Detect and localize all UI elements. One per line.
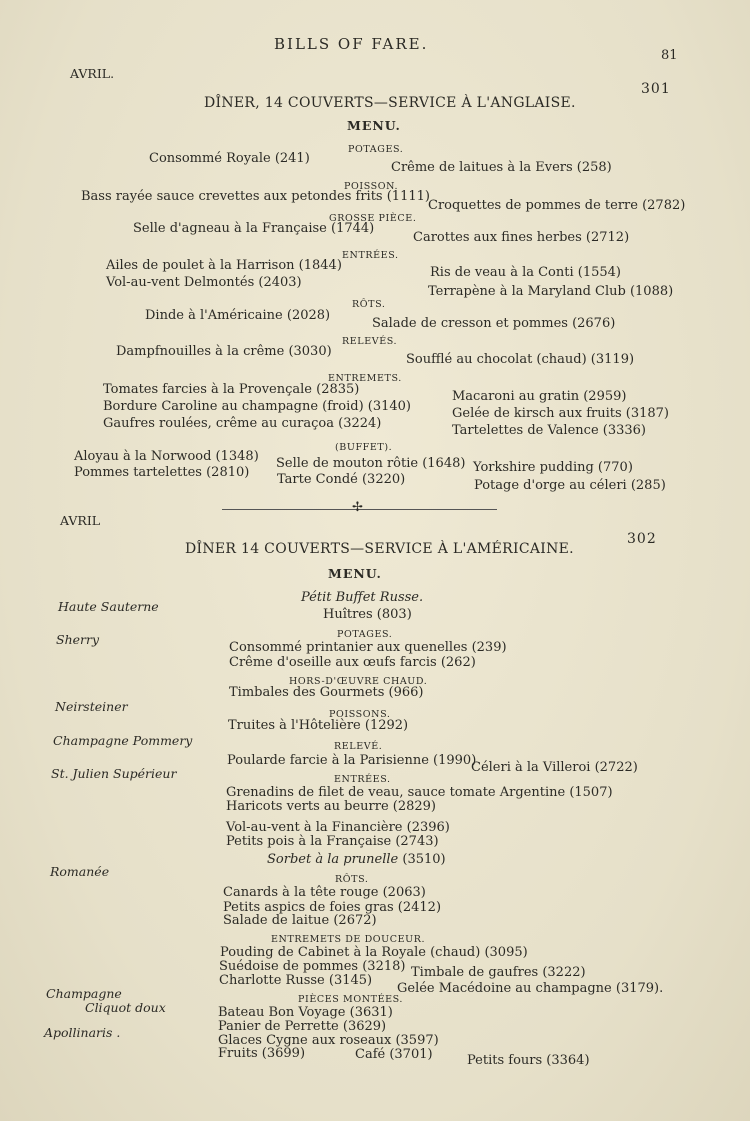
sorbet-number: (3510) [402,852,446,867]
dish: Céleri à la Villeroi (2722) [471,760,638,775]
dish: Timbale de gaufres (3222) [411,965,586,980]
wine: Cliquot doux [85,1000,166,1015]
dish: Croquettes de pommes de terre (2782) [428,198,686,213]
dish: Crême de laitues à la Evers (258) [391,160,612,175]
wine: Haute Sauterne [58,599,159,614]
dish: Terrapène à la Maryland Club (1088) [428,284,674,299]
dish: Truites à l'Hôtelière (1292) [228,718,409,733]
section-heading: POTAGES. [337,629,393,640]
dish: Dampfnouilles à la crême (3030) [116,344,332,359]
divider-ornament: ✢ [352,500,363,515]
section-heading: RELEVÉS. [342,336,398,347]
dish: Salade de laitue (2672) [223,913,377,928]
section-heading: PIÈCES MONTÉES. [298,994,404,1005]
dish: Consommé printanier aux quenelles (239) [229,640,507,655]
dish: Tarte Condé (3220) [277,472,406,487]
dish: Café (3701) [355,1047,433,1062]
dish: Macaroni au gratin (2959) [452,389,627,404]
dish: Yorkshire pudding (770) [473,460,633,475]
dish: Petits aspics de foies gras (2412) [223,900,442,915]
dish: Ailes de poulet à la Harrison (1844) [106,258,342,273]
section-heading: ENTREMETS DE DOUCEUR. [271,934,426,945]
dish: Potage d'orge au céleri (285) [474,478,666,493]
wine: Apollinaris . [44,1025,121,1040]
dish: Tartelettes de Valence (3336) [452,423,646,438]
dish: Pommes tartelettes (2810) [74,465,250,480]
menu-301-title: DÎNER, 14 COUVERTS—SERVICE À L'ANGLAISE. [204,95,576,111]
wine: Neirsteiner [55,699,128,714]
dish: Bass rayée sauce crevettes aux petondes frits (1111) [81,189,430,204]
running-head: BILLS OF FARE. [274,35,429,53]
dish: Bateau Bon Voyage (3631) [218,1005,393,1020]
wine: St. Julien Supérieur [51,766,177,781]
wine: Champagne [46,986,122,1001]
section-heading: POISSON. [344,181,399,192]
dish: Grenadins de filet de veau, sauce tomate Argentine (1507) [226,785,613,800]
dish: Bordure Caroline au champagne (froid) (3140) [103,399,411,414]
dish: Canards à la tête rouge (2063) [223,885,426,900]
dish: Gelée de kirsch aux fruits (3187) [452,406,670,421]
dish: Gaufres roulées, crême au curaçoa (3224) [103,416,382,431]
dish: Selle de mouton rôtie (1648) [276,456,466,471]
dish: Pouding de Cabinet à la Royale (chaud) (3095) [220,945,528,960]
menu-301-month: AVRIL. [70,66,115,81]
menu-302-title: DÎNER 14 COUVERTS—SERVICE À L'AMÉRICAINE. [185,541,574,557]
dish: Salade de cresson et pommes (2676) [372,316,616,331]
dish: Petits fours (3364) [467,1053,590,1068]
section-heading: RELEVÉ. [334,741,383,752]
sorbet-name: Sorbet à la prunelle [267,852,399,867]
dish: Aloyau à la Norwood (1348) [74,449,259,464]
dish: Tomates farcies à la Provençale (2835) [103,382,360,397]
dish: Selle d'agneau à la Française (1744) [133,221,375,236]
page-number: 81 [661,48,678,63]
section-heading: RÔTS. [352,299,386,310]
dish: Poularde farcie à la Parisienne (1990) [227,753,477,768]
dish: Vol-au-vent à la Financière (2396) [226,820,450,835]
dish: Ris de veau à la Conti (1554) [430,265,622,280]
dish: Haricots verts au beurre (2829) [226,799,436,814]
dish: Huîtres (803) [323,607,412,622]
dish: Charlotte Russe (3145) [219,973,373,988]
dish: Crême d'oseille aux œufs farcis (262) [229,655,476,670]
wine: Champagne Pommery [53,733,193,748]
sorbet [267,853,446,866]
dish: Glaces Cygne aux roseaux (3597) [218,1033,439,1048]
dish: Consommé Royale (241) [149,151,310,166]
dish: Panier de Perrette (3629) [218,1019,387,1034]
dish: Vol-au-vent Delmontés (2403) [106,275,302,290]
menu-302-number: 302 [627,531,657,547]
section-heading: (BUFFET). [335,442,393,453]
menu-302-label: MENU. [328,566,382,581]
dish: Petits pois à la Française (2743) [226,834,439,849]
section-heading: GROSSE PIÈCE. [329,213,417,224]
menu-301-number: 301 [641,81,671,97]
section-heading: ENTRÉES. [334,774,391,785]
wine: Sherry [56,632,100,647]
section-heading: ENTREMETS. [328,373,402,384]
section-heading: POTAGES. [348,144,404,155]
dish: Fruits (3699) [218,1046,306,1061]
dish: Dinde à l'Américaine (2028) [145,308,331,323]
wine: Romanée [50,864,110,879]
section-heading: ENTRÉES. [342,250,399,261]
dish: Timbales des Gourmets (966) [229,685,424,700]
section-heading: POISSONS. [329,709,391,720]
dish: Suédoise de pommes (3218) [219,959,406,974]
section-heading: HORS-D'ŒUVRE CHAUD. [289,676,428,687]
section-heading: RÔTS. [335,874,369,885]
dish: Carottes aux fines herbes (2712) [413,230,630,245]
dish: Gelée Macédoine au champagne (3179). [397,981,664,996]
menu-302-month: AVRIL [60,513,101,528]
menu-301-label: MENU. [347,118,401,133]
buffet-title: Pétit Buffet Russe. [301,590,424,605]
dish: Soufflé au chocolat (chaud) (3119) [406,352,635,367]
